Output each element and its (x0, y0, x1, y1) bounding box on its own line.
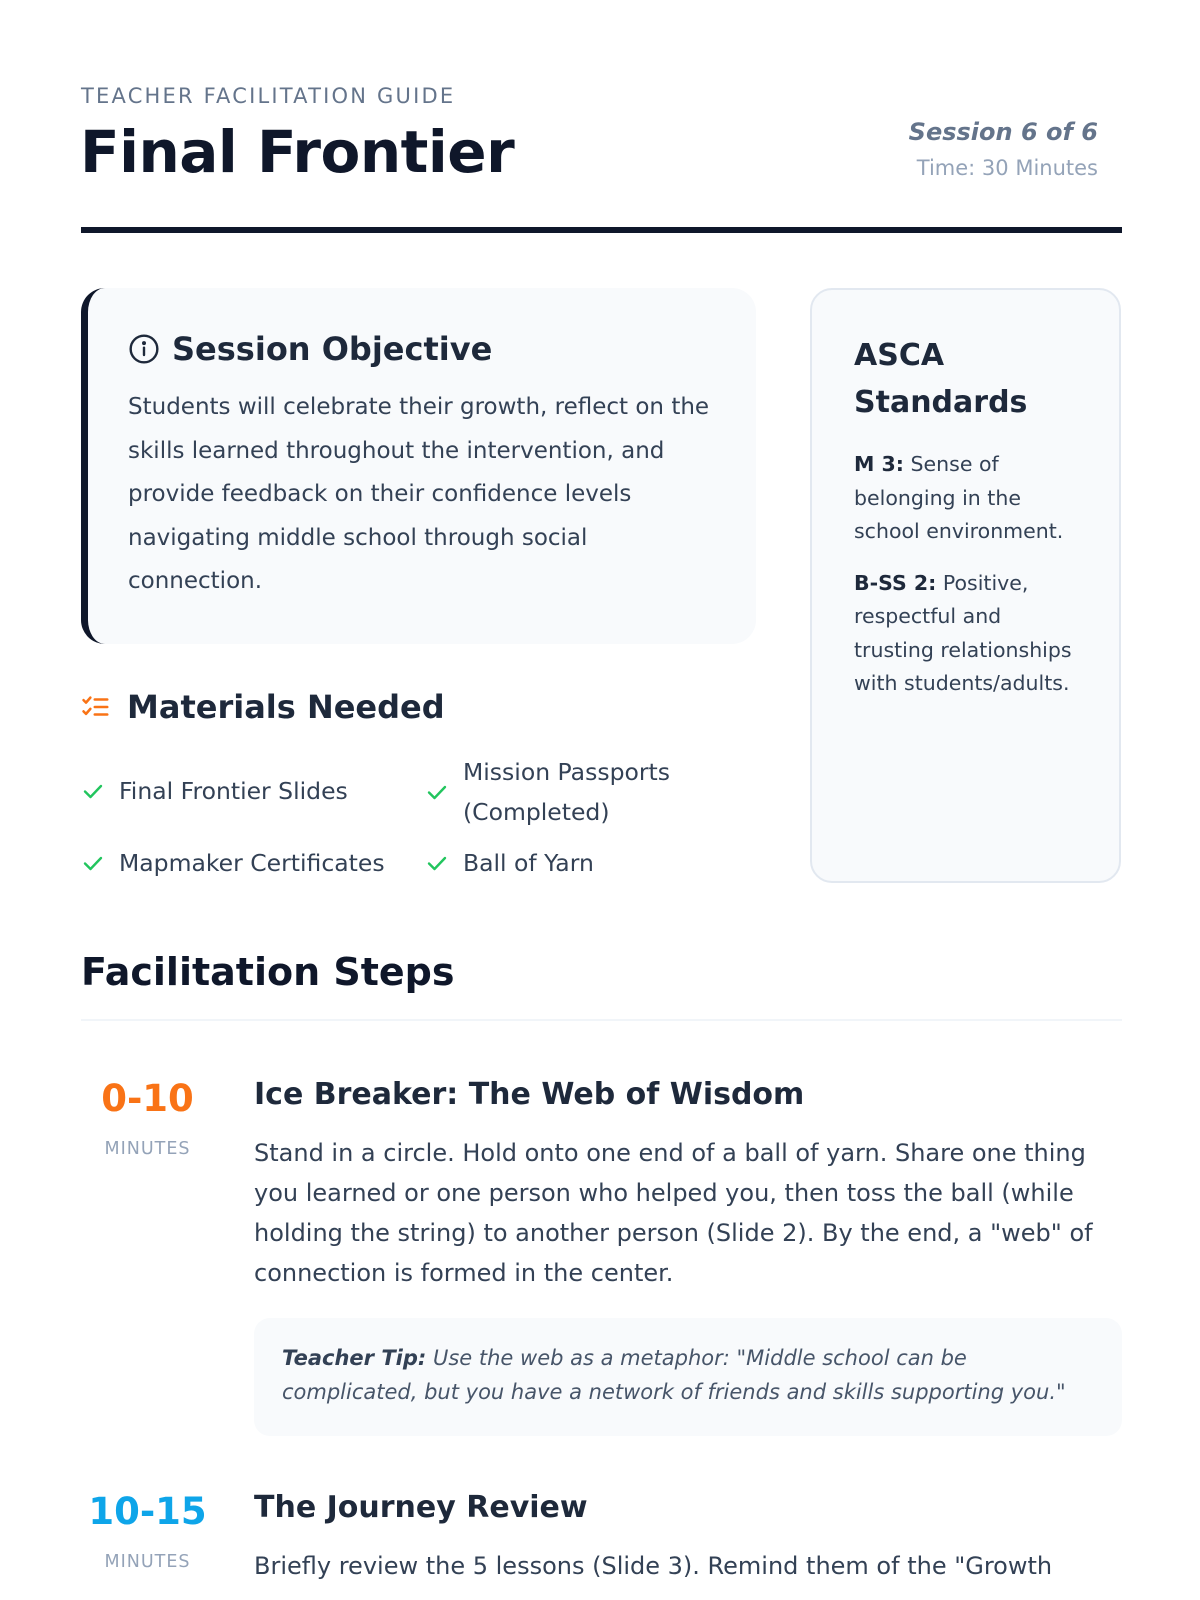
step-time-range: 0-10 (101, 1077, 194, 1120)
asca-standard-code: B-SS 2: (854, 570, 937, 595)
page-title: Final Frontier (80, 118, 515, 186)
material-item (425, 843, 594, 883)
step-title: Ice Breaker: The Web of Wisdom (254, 1077, 805, 1112)
check-icon (425, 780, 449, 804)
material-item (81, 771, 348, 811)
material-item (425, 752, 725, 832)
objective-header (128, 330, 716, 368)
materials-title: Materials Needed (127, 688, 445, 726)
materials-header (81, 688, 445, 726)
asca-standard-text: Positive, respectful and trusting relationships with students/adults. (854, 570, 1072, 695)
objective-text: Students will celebrate their growth, reflect on the skills learned throughout the intervention, and provide feedback on their confidence levels navigating middle school through social connection. (128, 394, 710, 594)
checklist-icon (81, 692, 111, 722)
header-divider (81, 227, 1122, 233)
facilitation-divider (81, 1019, 1122, 1021)
teacher-tip-text: Use the web as a metaphor: "Middle school can be complicated, but you have a network of friends and skills supporting you." (282, 1346, 1066, 1404)
step-time-unit: MINUTES (104, 1552, 191, 1572)
facilitation-title: Facilitation Steps (81, 950, 455, 994)
asca-standard-item (854, 448, 1079, 549)
step-time-range: 10-15 (88, 1490, 207, 1533)
teacher-tip-label: Teacher Tip: (282, 1346, 427, 1370)
check-icon (81, 851, 105, 875)
asca-standard-item (854, 567, 1079, 701)
step-title: The Journey Review (254, 1490, 588, 1525)
asca-standard-code: M 3: (854, 452, 904, 476)
session-label: Session 6 of 6 (908, 118, 1098, 146)
check-icon (81, 779, 105, 803)
asca-standards-card (810, 288, 1121, 883)
check-icon (425, 851, 449, 875)
asca-standard-text: Sense of belonging in the school environment. (854, 452, 1064, 543)
guide-eyebrow: TEACHER FACILITATION GUIDE (81, 84, 456, 108)
step-text: Briefly review the 5 lessons (Slide 3). Remind them of the "Growth (254, 1552, 1053, 1580)
material-label: Mapmaker Certificates (119, 849, 385, 877)
material-label: Final Frontier Slides (119, 777, 348, 805)
material-item (81, 843, 385, 883)
teacher-tip (254, 1318, 1122, 1436)
material-label: Ball of Yarn (463, 849, 594, 877)
step-text: Stand in a circle. Hold onto one end of a ball of yarn. Share one thing you learned or one person who helped you, then toss the ball (while holding the string) to another person (Slide 2). By the end, a "web" of connection is formed in the center. (254, 1139, 1093, 1287)
session-time: Time: 30 Minutes (916, 156, 1098, 180)
material-label: Mission Passports (Completed) (463, 758, 670, 826)
step-time-unit: MINUTES (104, 1139, 191, 1159)
objective-title: Session Objective (172, 330, 493, 368)
info-icon (128, 333, 160, 365)
asca-title: ASCA Standards (854, 338, 1028, 420)
session-objective-card (81, 288, 756, 644)
